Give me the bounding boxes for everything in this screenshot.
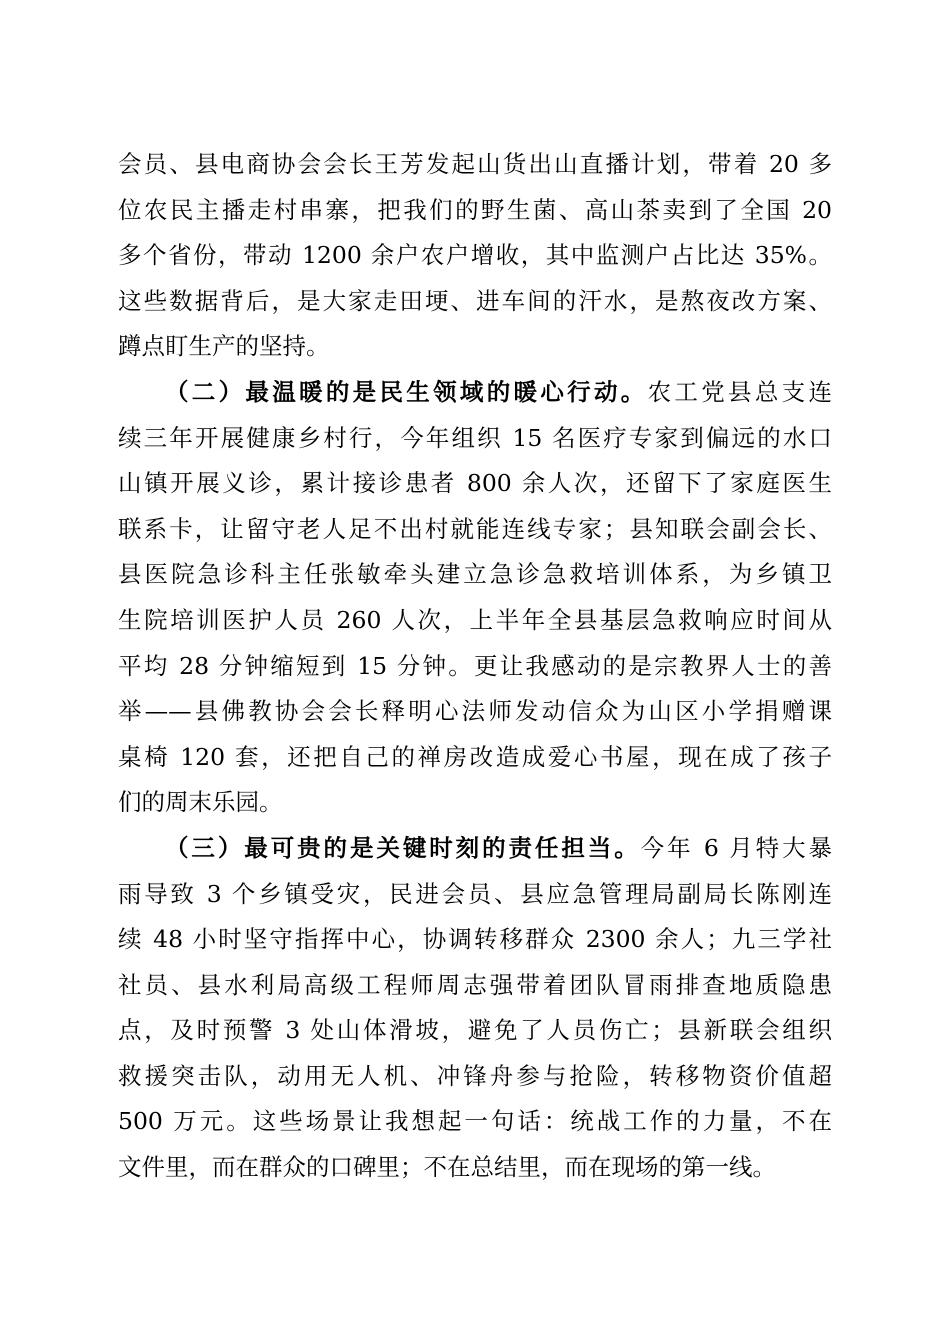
section-heading-2: （二）最温暖的是民生领域的暖心行动。 (165, 377, 648, 406)
text-line: 生院培训医护人员 260 人次，上半年全县基层急救响应时间从 (118, 605, 832, 634)
text-line: 这些数据背后，是大家走田埂、进车间的汗水，是熬夜改方案、 (118, 286, 832, 315)
text-line: 县医院急诊科主任张敏牵头建立急诊急救培训体系，为乡镇卫 (118, 560, 832, 589)
text-line (118, 826, 832, 872)
body-text (118, 142, 832, 1191)
text-line: 山镇开展义诊，累计接诊患者 800 余人次，还留下了家庭医生 (118, 469, 832, 498)
text-line: 雨导致 3 个乡镇受灾，民进会员、县应急管理局副局长陈刚连 (118, 879, 832, 908)
text-line: 500 万元。这些场景让我想起一句话：统战工作的力量，不在 (118, 1107, 832, 1136)
text-line: 蹲点盯生产的坚持。 (118, 332, 330, 361)
text-line: 们的周末乐园。 (118, 788, 283, 817)
text-line: 会员、县电商协会会长王芳发起山货出山直播计划，带着 20 多 (118, 150, 832, 178)
section-heading-3: （三）最可贵的是关键时刻的责任担当。 (165, 833, 641, 862)
text-line: 文件里，而在群众的口碑里；不在总结里，而在现场的第一线。 (118, 1153, 776, 1182)
text-line: 联系卡，让留守老人足不出村就能连线专家；县知联会副会长、 (118, 514, 832, 543)
text-line: 续 48 小时坚守指挥中心，协调转移群众 2300 余人；九三学社 (118, 925, 832, 954)
text-line: 续三年开展健康乡村行，今年组织 15 名医疗专家到偏远的水口 (118, 423, 832, 452)
paragraph-1 (118, 142, 832, 370)
paragraph-2 (118, 370, 832, 826)
paragraph-3 (118, 826, 832, 1191)
text-line: 社员、县水利局高级工程师周志强带着团队冒雨排查地质隐患 (118, 970, 832, 999)
text-line: 位农民主播走村串寨，把我们的野生菌、高山茶卖到了全国 20 (118, 195, 832, 224)
text-line: 点，及时预警 3 处山体滑坡，避免了人员伤亡；县新联会组织 (118, 1016, 832, 1045)
text-line (118, 370, 832, 416)
text-line: 多个省份，带动 1200 余户农户增收，其中监测户占比达 35%。 (118, 241, 832, 270)
text-line: 举——县佛教协会会长释明心法师发动信众为山区小学捐赠课 (118, 697, 832, 726)
text-line: 救援突击队，动用无人机、冲锋舟参与抢险，转移物资价值超 (118, 1061, 832, 1090)
text-run: 农工党县总支连 (647, 377, 832, 406)
text-line: 桌椅 120 套，还把自己的禅房改造成爱心书屋，现在成了孩子 (118, 742, 832, 771)
text-line: 平均 28 分钟缩短到 15 分钟。更让我感动的是宗教界人士的善 (118, 651, 832, 680)
text-run: 今年 6 月特大暴 (640, 833, 832, 862)
